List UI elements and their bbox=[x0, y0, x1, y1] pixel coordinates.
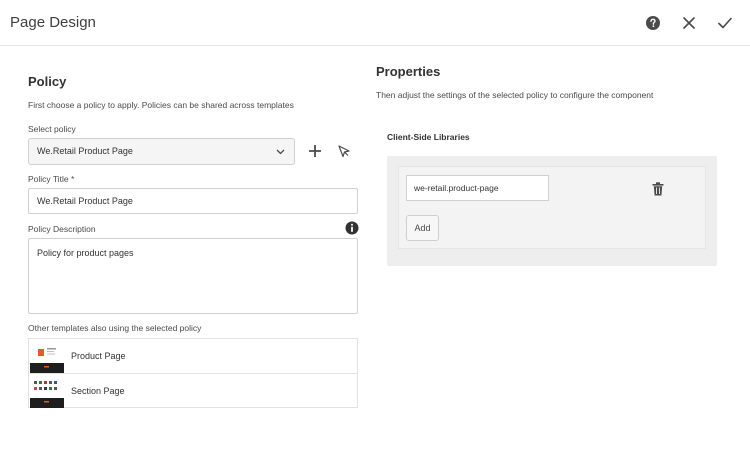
template-name: Product Page bbox=[71, 351, 126, 361]
template-name: Section Page bbox=[71, 386, 125, 396]
select-policy-label: Select policy bbox=[28, 124, 76, 134]
policy-title-input[interactable]: We.Retail Product Page bbox=[28, 188, 358, 214]
policy-heading: Policy bbox=[28, 74, 67, 89]
info-icon[interactable] bbox=[345, 221, 359, 235]
chevron-down-icon bbox=[276, 139, 285, 164]
policy-description-text: First choose a policy to apply. Policies can be shared across templates bbox=[28, 100, 294, 110]
policy-description-textarea[interactable]: Policy for product pages bbox=[28, 238, 358, 314]
template-item-section-page[interactable] bbox=[29, 373, 357, 407]
add-policy-button[interactable] bbox=[305, 141, 325, 161]
plus-icon bbox=[308, 144, 322, 158]
other-templates-label: Other templates also using the selected policy bbox=[28, 323, 202, 333]
pointer-select-icon bbox=[337, 144, 351, 158]
template-thumbnail bbox=[30, 376, 64, 408]
policy-description-label: Policy Description bbox=[28, 224, 96, 234]
close-button[interactable] bbox=[679, 13, 699, 33]
help-icon bbox=[646, 16, 660, 30]
client-libraries-item-container bbox=[398, 166, 706, 249]
templates-list bbox=[28, 338, 358, 408]
select-policy-from-list-button[interactable] bbox=[334, 141, 354, 161]
done-button[interactable] bbox=[715, 13, 735, 33]
trash-icon bbox=[652, 182, 664, 196]
properties-heading: Properties bbox=[376, 64, 441, 79]
selected-policy-value: We.Retail Product Page bbox=[37, 146, 133, 156]
close-icon bbox=[683, 17, 695, 29]
template-item-product-page[interactable] bbox=[29, 339, 357, 373]
select-policy-dropdown[interactable] bbox=[28, 138, 295, 165]
dialog-title: Page Design bbox=[10, 14, 96, 31]
properties-description-text: Then adjust the settings of the selected policy to configure the component bbox=[376, 90, 654, 100]
delete-library-button[interactable] bbox=[650, 180, 666, 197]
help-button[interactable] bbox=[643, 13, 663, 33]
add-library-button[interactable]: Add bbox=[406, 215, 439, 241]
client-library-input[interactable]: we-retail.product-page bbox=[406, 175, 549, 201]
client-side-libraries-label: Client-Side Libraries bbox=[387, 132, 470, 142]
checkmark-icon bbox=[718, 17, 732, 29]
policy-title-label: Policy Title * bbox=[28, 174, 75, 184]
dialog-header bbox=[0, 0, 750, 46]
client-libraries-multifield bbox=[387, 156, 717, 266]
template-thumbnail bbox=[30, 341, 64, 373]
